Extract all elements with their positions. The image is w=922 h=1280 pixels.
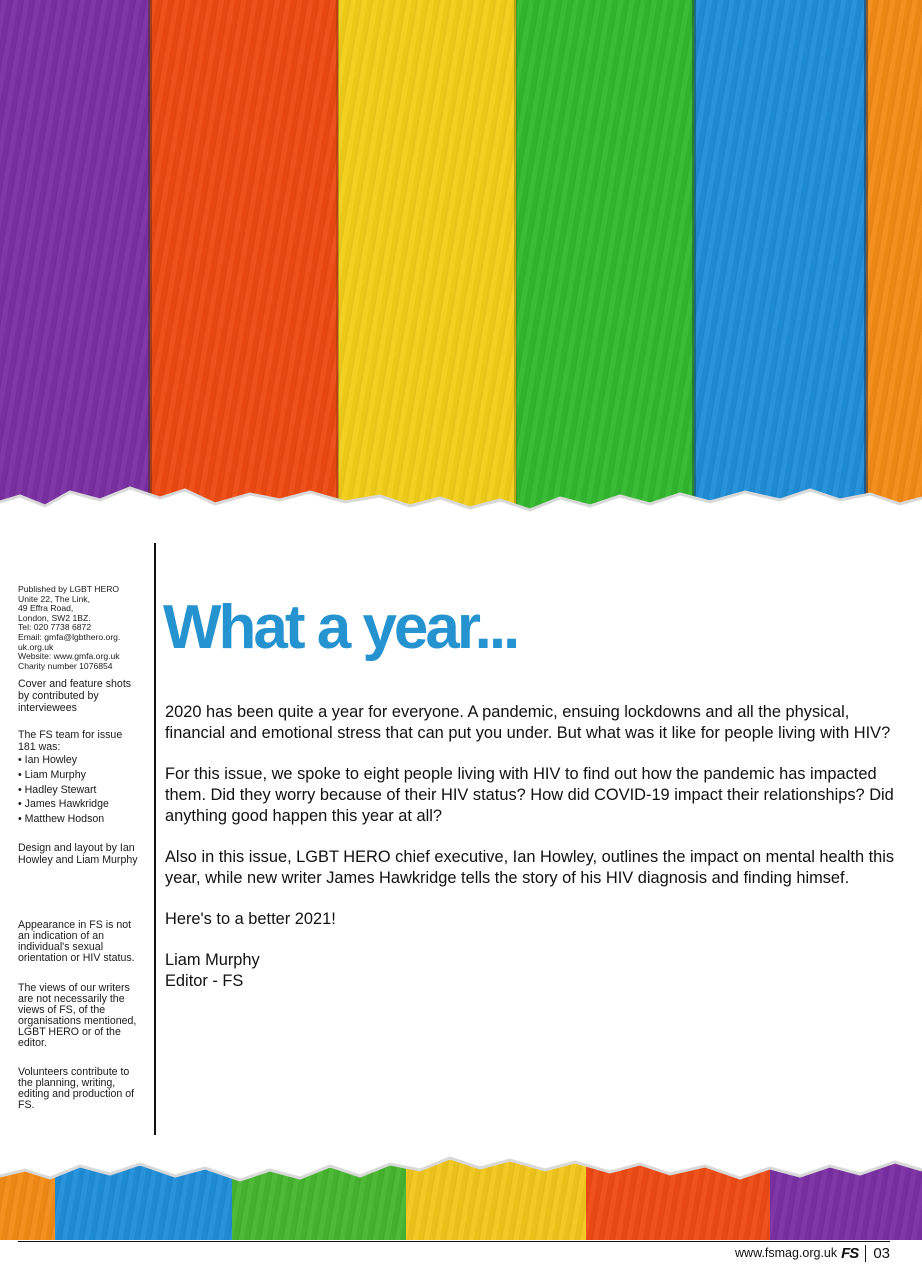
team-intro: The FS team for issue 181 was: [18,729,123,753]
article-headline: What a year... [163,593,518,662]
footer-url[interactable]: www.fsmag.org.uk [735,1246,838,1260]
publisher-block [18,585,146,671]
team-member: • Matthew Hodson [18,812,126,827]
stripe-yellow [338,0,516,540]
publisher-line: uk.org.uk [18,641,54,652]
team-block [18,729,126,827]
team-member: • Hadley Stewart [18,783,126,798]
publisher-line: 49 Effra Road, [18,603,74,614]
team-list [18,753,126,827]
publisher-line: Unite 22, The Link, [18,593,90,604]
views-note: The views of our writers are not necessarily the views of FS, of the organisations mentioned, LGBT HERO or of the editor. [18,982,137,1049]
article-body [165,702,905,992]
stripe-red [150,0,338,540]
article-paragraph: Here's to a better 2021! [165,910,336,928]
header-rainbow-image [0,0,922,540]
stripe-purple [0,0,150,540]
design-credit: Design and layout by Ian Howley and Liam Murphy [18,842,138,866]
stripe-blue [694,0,866,540]
page-number: 03 [873,1244,890,1262]
stripe-gap [148,0,152,540]
torn-paper-edge [0,470,922,540]
publisher-line: London, SW2 1BZ. [18,612,91,623]
fs-logo: FS [841,1244,859,1262]
stripe-gap [514,0,517,540]
publisher-line: Published by LGBT HERO [18,584,120,594]
article-paragraph: Also in this issue, LGBT HERO chief executive, Ian Howley, outlines the impact on mental health this year, while new writer James Hawkridge tells the story of his HIV diagnosis and finding himsef. [165,848,895,887]
footer-separator [865,1245,866,1262]
signature-title: Editor - FS [165,972,244,990]
publisher-line: Tel: 020 7738 6872 [18,622,92,633]
signature-name: Liam Murphy [165,951,260,969]
stripe-gap [864,0,868,540]
stripe-orange [866,0,922,540]
team-member: • Ian Howley [18,753,126,768]
article-paragraph: 2020 has been quite a year for everyone. A pandemic, ensuing lockdowns and all the physical, financial and emotional stress that can put you under. But what was it like for people living with HIV? [165,703,891,742]
cover-credit: Cover and feature shots by contributed by interviewees [18,678,132,714]
stripe-gap [692,0,696,540]
footer-rule [18,1241,890,1242]
volunteers-note: Volunteers contribute to the planning, writing, editing and production of FS. [18,1066,135,1111]
column-divider [154,543,156,1135]
stripe-gap [336,0,339,540]
stripe-green [516,0,694,540]
torn-paper-edge [0,1140,922,1200]
team-member: • Liam Murphy [18,768,126,783]
publisher-line: Email: gmfa@lgbthero.org. [18,631,121,642]
team-member: • James Hawkridge [18,797,126,812]
publisher-line: Charity number 1076854 [18,660,113,671]
page-footer [735,1244,890,1262]
article-paragraph: For this issue, we spoke to eight people living with HIV to find out how the pandemic has impacted them. Did they worry because of their HIV status? How did COVID-19 impact their relationships? Did anything good happen this year at all? [165,765,894,825]
publisher-line: Website: www.gmfa.org.uk [18,651,120,662]
disclaimer: Appearance in FS is not an indication of an individual's sexual orientation or HIV status. [18,919,135,964]
